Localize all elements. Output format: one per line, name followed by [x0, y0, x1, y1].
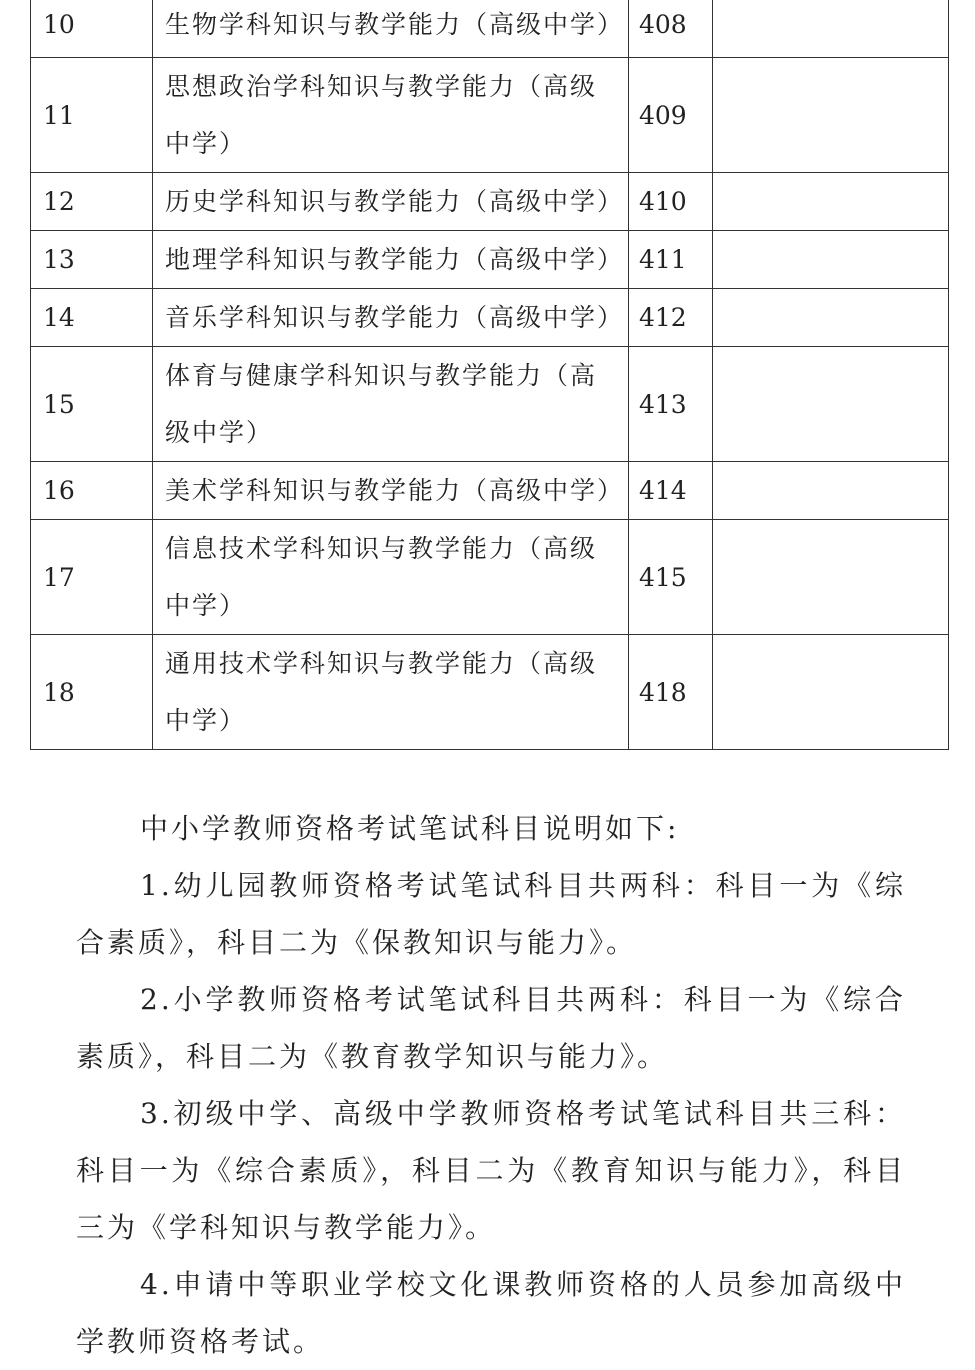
table-row — [31, 520, 949, 635]
remarks-cell — [713, 462, 949, 520]
subject-code: 414 — [629, 462, 713, 520]
subject-name: 历史学科知识与教学能力（高级中学） — [153, 173, 629, 231]
subject-name: 体育与健康学科知识与教学能力（高级中学） — [153, 347, 629, 462]
remarks-cell — [713, 173, 949, 231]
note-item: 4.申请中等职业学校文化课教师资格的人员参加高级中学教师资格考试。 — [76, 1268, 906, 1358]
row-number: 13 — [31, 231, 153, 289]
exam-subject-table — [30, 0, 949, 750]
exam-subject-notes — [76, 800, 906, 1370]
row-number: 14 — [31, 289, 153, 347]
note-item: 1.幼儿园教师资格考试笔试科目共两科：科目一为《综合素质》，科目二为《保教知识与能力》。 — [76, 869, 906, 959]
note-item: 3.初级中学、高级中学教师资格考试笔试科目共三科：科目一为《综合素质》，科目二为《教育知识与能力》，科目三为《学科知识与教学能力》。 — [76, 1097, 906, 1244]
subject-code: 412 — [629, 289, 713, 347]
note-item: 2.小学教师资格考试笔试科目共两科：科目一为《综合素质》，科目二为《教育教学知识与能力》。 — [76, 983, 906, 1073]
subject-code: 413 — [629, 347, 713, 462]
table-row — [31, 58, 949, 173]
subject-name: 地理学科知识与教学能力（高级中学） — [153, 231, 629, 289]
row-number: 11 — [31, 58, 153, 173]
subject-name: 美术学科知识与教学能力（高级中学） — [153, 462, 629, 520]
remarks-cell — [713, 289, 949, 347]
table-row — [31, 289, 949, 347]
row-number: 15 — [31, 347, 153, 462]
subject-code: 415 — [629, 520, 713, 635]
row-number: 18 — [31, 635, 153, 750]
table-row — [31, 462, 949, 520]
remarks-cell — [713, 58, 949, 173]
subject-name: 通用技术学科知识与教学能力（高级中学） — [153, 635, 629, 750]
subject-code: 410 — [629, 173, 713, 231]
remarks-cell — [713, 520, 949, 635]
subject-name: 思想政治学科知识与教学能力（高级中学） — [153, 58, 629, 173]
subject-name: 音乐学科知识与教学能力（高级中学） — [153, 289, 629, 347]
subject-code: 409 — [629, 58, 713, 173]
row-number: 10 — [31, 0, 153, 58]
notes-intro: 中小学教师资格考试笔试科目说明如下: — [140, 812, 680, 845]
table-row — [31, 231, 949, 289]
subject-code: 418 — [629, 635, 713, 750]
table-row — [31, 635, 949, 750]
row-number: 17 — [31, 520, 153, 635]
subject-name: 生物学科知识与教学能力（高级中学） — [153, 0, 629, 58]
table-row — [31, 347, 949, 462]
remarks-cell — [713, 231, 949, 289]
subject-code: 408 — [629, 0, 713, 58]
table-row — [31, 0, 949, 58]
remarks-cell — [713, 0, 949, 58]
table-row — [31, 173, 949, 231]
subject-name: 信息技术学科知识与教学能力（高级中学） — [153, 520, 629, 635]
subject-code: 411 — [629, 231, 713, 289]
row-number: 16 — [31, 462, 153, 520]
row-number: 12 — [31, 173, 153, 231]
remarks-cell — [713, 635, 949, 750]
remarks-cell — [713, 347, 949, 462]
